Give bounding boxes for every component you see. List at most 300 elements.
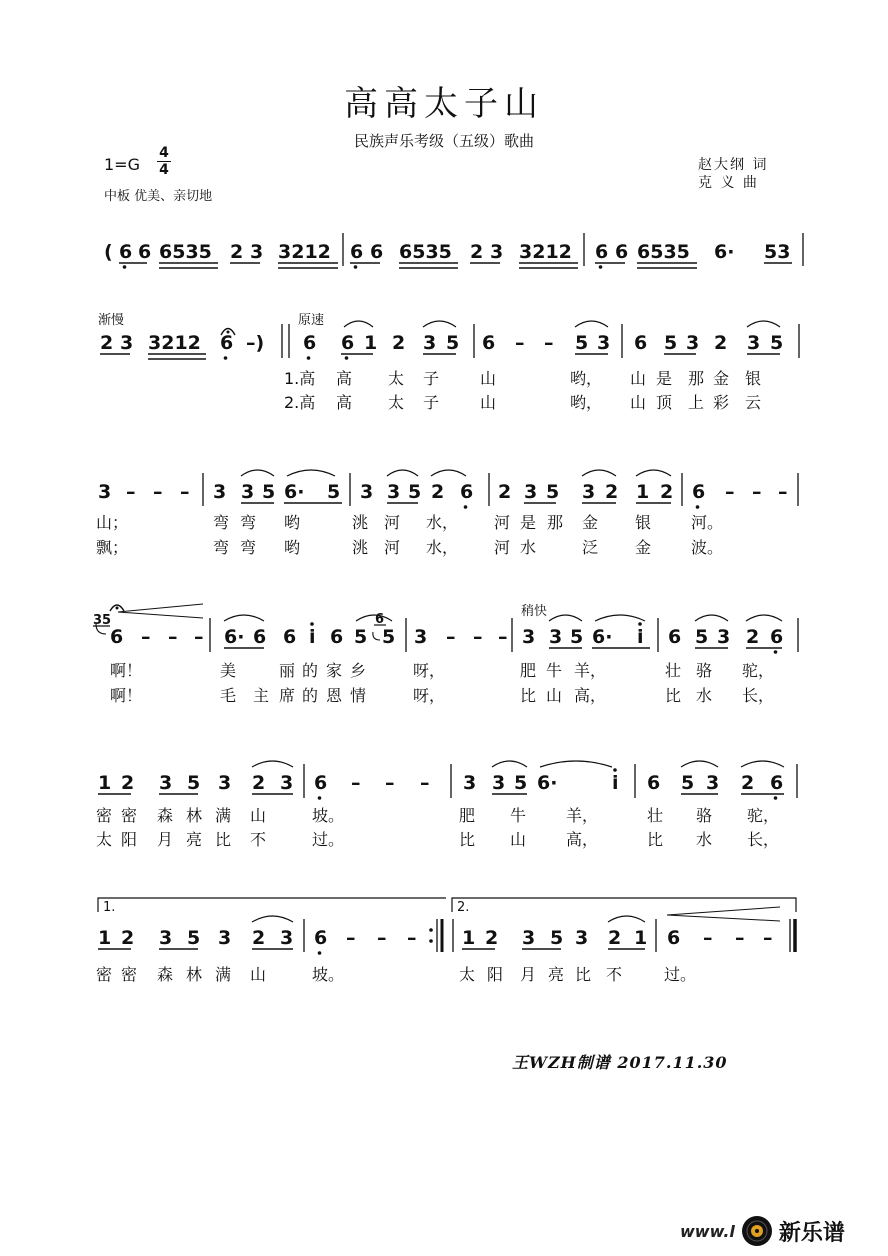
note: 6	[460, 481, 474, 503]
vinyl-record-icon	[741, 1215, 773, 1247]
lyric-syllable: 阳	[121, 830, 138, 849]
note: 5	[262, 481, 276, 503]
lyric-syllable: 肥	[520, 661, 537, 680]
low-octave-dot	[345, 356, 349, 360]
lyric-syllable: 美	[220, 661, 237, 680]
lyric-syllable: 长，	[747, 830, 780, 849]
lyric-syllable: 水	[696, 830, 713, 849]
note: 2	[660, 481, 674, 503]
note: 2	[605, 481, 619, 503]
note: 6	[303, 332, 317, 354]
lyric-syllable: 子	[423, 369, 440, 388]
low-octave-dot	[696, 505, 700, 509]
note: 1	[98, 927, 112, 949]
slur	[252, 761, 293, 767]
lyric-syllable: 席	[279, 686, 296, 705]
note: 3	[706, 772, 720, 794]
lyric-syllable: 壮	[647, 806, 664, 825]
low-octave-dot	[774, 650, 778, 654]
note: 3	[98, 481, 112, 503]
low-octave-dot	[307, 356, 311, 360]
lyric-syllable: 丽	[279, 661, 296, 680]
meter-bottom: 4	[159, 162, 169, 178]
slur	[224, 615, 264, 621]
note: 3	[492, 772, 506, 794]
lyric-syllable: 过。	[312, 830, 345, 849]
note: 2	[746, 626, 760, 648]
note: 6	[220, 332, 234, 354]
lyric-syllable: 弯	[213, 513, 230, 532]
site-watermark[interactable]	[680, 1212, 845, 1250]
note: 1	[98, 772, 112, 794]
lyric-syllable: 1.高	[284, 369, 316, 388]
note: –	[703, 927, 713, 949]
note: 6	[692, 481, 706, 503]
note: –	[446, 626, 456, 648]
note: 6	[350, 241, 364, 263]
note: 5	[382, 626, 396, 648]
note: 2	[431, 481, 445, 503]
note: –	[763, 927, 773, 949]
high-octave-dot	[638, 622, 642, 626]
fermata-dot	[116, 607, 119, 610]
note: –	[168, 626, 178, 648]
first-ending-bracket	[98, 898, 446, 912]
slur	[636, 470, 671, 476]
note: 6·	[537, 772, 558, 794]
lyric-syllable: 羊，	[566, 806, 599, 825]
lyric-syllable: 上	[688, 393, 705, 412]
note: –	[377, 927, 387, 949]
note: 5	[770, 332, 784, 354]
note: –	[153, 481, 163, 503]
note: 6	[314, 927, 328, 949]
lyric-syllable: 家	[326, 661, 343, 680]
note: 3	[490, 241, 504, 263]
note: 6	[314, 772, 328, 794]
note: 3	[360, 481, 374, 503]
note: 3	[213, 481, 227, 503]
lyric-syllable: 的	[302, 686, 319, 705]
note: 6	[138, 241, 152, 263]
note: 3	[250, 241, 264, 263]
note: –	[498, 626, 508, 648]
note: (	[104, 241, 113, 263]
note: 3	[522, 626, 536, 648]
tempo-marking: 中板 优美、亲切地	[104, 189, 213, 204]
lyric-syllable: 泛	[582, 538, 599, 557]
note: 6·	[714, 241, 735, 263]
meter-top: 4	[159, 145, 169, 161]
note: –	[126, 481, 136, 503]
lyric-syllable: 阳	[487, 965, 504, 984]
note: 6535	[159, 241, 212, 263]
note: 6	[119, 241, 133, 263]
lyric-syllable: 山	[480, 393, 497, 412]
note: 5	[446, 332, 460, 354]
note: –	[752, 481, 762, 503]
lyric-syllable: 弯	[213, 538, 230, 557]
slur	[549, 615, 582, 621]
note: 3	[549, 626, 563, 648]
original-tempo-mark: 原速	[298, 313, 325, 328]
lyric-syllable: 比	[520, 686, 537, 705]
lyric-syllable: 洮	[352, 513, 369, 532]
lyric-syllable: 比	[647, 830, 664, 849]
lyric-syllable: 牛	[510, 806, 527, 825]
low-octave-dot	[464, 505, 468, 509]
slightly-faster-mark: 稍快	[521, 604, 548, 619]
note: 5	[327, 481, 341, 503]
note: 6	[370, 241, 384, 263]
lyric-syllable: 壮	[665, 661, 682, 680]
lyric-syllable: 月	[520, 965, 537, 984]
lyric-syllable: 水	[520, 538, 537, 557]
lyric-syllable: 密	[96, 806, 113, 825]
note: 5	[570, 626, 584, 648]
note: 6535	[637, 241, 690, 263]
lyric-syllable: 山	[250, 806, 267, 825]
note: 3	[120, 332, 134, 354]
lyric-syllable: 驼，	[747, 806, 780, 825]
slur	[344, 321, 373, 327]
lyric-syllable: 河	[494, 513, 511, 532]
lyric-syllable: 牛	[546, 661, 563, 680]
note: 3	[582, 481, 596, 503]
note: 6	[595, 241, 609, 263]
lyric-syllable: 高	[336, 369, 353, 388]
note: –	[473, 626, 483, 648]
note: 6	[615, 241, 629, 263]
lyric-syllable: 比	[215, 830, 232, 849]
note: 2	[608, 927, 622, 949]
lyric-syllable: 山	[630, 393, 647, 412]
note: –	[407, 927, 417, 949]
slur	[681, 761, 718, 767]
note: 6	[283, 626, 297, 648]
note: 2	[392, 332, 406, 354]
lyric-syllable: 河	[384, 513, 401, 532]
note: 2	[121, 772, 135, 794]
note: –	[725, 481, 735, 503]
note: 6·	[592, 626, 613, 648]
lyric-syllable: 河	[494, 538, 511, 557]
lyric-syllable: 哟，	[570, 393, 603, 412]
lyric-syllable: 啊！	[110, 686, 143, 705]
lyric-syllable: 银	[745, 369, 762, 388]
note: 1	[364, 332, 378, 354]
lyric-syllable: 呀，	[413, 661, 446, 680]
note: –	[544, 332, 554, 354]
note: 3	[414, 626, 428, 648]
lyric-syllable: 坡。	[312, 965, 345, 984]
note: 6	[110, 626, 124, 648]
lyric-syllable: 比	[665, 686, 682, 705]
crescendo-hairpin-ending	[667, 907, 780, 921]
note: –	[346, 927, 356, 949]
high-octave-dot	[310, 622, 314, 626]
lyric-syllable: 比	[575, 965, 592, 984]
note: 1	[636, 481, 650, 503]
lyric-syllable: 亮	[548, 965, 565, 984]
lyric-syllable: 银	[635, 513, 652, 532]
note: 6	[770, 626, 784, 648]
crescendo-hairpin	[118, 604, 203, 618]
note: –	[180, 481, 190, 503]
lyric-syllable: 那	[688, 369, 705, 388]
note: 53	[764, 241, 791, 263]
note: 3	[387, 481, 401, 503]
note: 3	[463, 772, 477, 794]
grace-note-6: 6	[375, 612, 385, 627]
lyricist-credit: 赵大纲 词	[698, 157, 769, 173]
note: 6	[770, 772, 784, 794]
note: 3212	[519, 241, 572, 263]
lyric-syllable: 的	[302, 661, 319, 680]
slur	[287, 470, 335, 476]
lyric-syllable: 山	[630, 369, 647, 388]
note: i	[637, 626, 644, 648]
slur	[595, 615, 645, 621]
lyric-syllable: 坡。	[312, 806, 345, 825]
lyric-syllable: 金	[635, 538, 652, 557]
lyric-syllable: 骆	[696, 806, 713, 825]
lyric-syllable: 羊，	[574, 661, 607, 680]
note: 2	[498, 481, 512, 503]
note: –	[778, 481, 788, 503]
lyric-syllable: 高，	[574, 686, 607, 705]
lyric-syllable: 是	[656, 369, 673, 388]
slur	[387, 470, 418, 476]
lyric-syllable: 飘；	[96, 538, 129, 557]
grace-slur	[373, 632, 380, 640]
repeat-dot	[429, 928, 433, 932]
lyric-syllable: 山	[250, 965, 267, 984]
note: 2	[252, 772, 266, 794]
note: 3	[218, 772, 232, 794]
low-octave-dot	[599, 265, 603, 269]
lyric-syllable: 呀，	[413, 686, 446, 705]
lyric-syllable: 驼，	[742, 661, 775, 680]
lyric-syllable: 密	[121, 965, 138, 984]
note: 5	[514, 772, 528, 794]
low-octave-dot	[123, 265, 127, 269]
slur	[423, 321, 456, 327]
slur	[695, 615, 728, 621]
key-signature: 1=G	[104, 155, 140, 174]
note: 3	[280, 772, 294, 794]
note: i	[309, 626, 316, 648]
lyric-syllable: 彩	[713, 393, 730, 412]
note: 3	[597, 332, 611, 354]
note: 1	[634, 927, 648, 949]
note: 2	[741, 772, 755, 794]
note: –	[735, 927, 745, 949]
low-octave-dot	[318, 796, 322, 800]
lyric-syllable: 太	[96, 830, 113, 849]
lyric-syllable: 不	[250, 830, 267, 849]
slur	[741, 761, 784, 767]
note: –)	[246, 332, 265, 354]
lyric-syllable: 乡	[350, 661, 367, 680]
lyric-syllable: 是	[520, 513, 537, 532]
low-octave-dot	[774, 796, 778, 800]
note: 3	[575, 927, 589, 949]
engraver-signature: 王WZH制谱 2017.11.30	[512, 1053, 728, 1072]
slur	[747, 321, 780, 327]
slur	[356, 615, 392, 621]
note: 6535	[399, 241, 452, 263]
lyric-syllable: 密	[121, 806, 138, 825]
note: 5	[187, 772, 201, 794]
note: –	[194, 626, 204, 648]
lyric-syllable: 河	[384, 538, 401, 557]
slur	[431, 470, 466, 476]
note: 3212	[148, 332, 201, 354]
lyric-syllable: 林	[186, 965, 203, 984]
second-ending-label: 2.	[457, 900, 470, 915]
note: –	[420, 772, 430, 794]
watermark-site-name: 新乐谱	[778, 1220, 845, 1246]
note: 6	[634, 332, 648, 354]
note: 3	[686, 332, 700, 354]
lyric-syllable: 哟	[284, 538, 301, 557]
note: –	[351, 772, 361, 794]
note: 6	[667, 927, 681, 949]
note: 6	[647, 772, 661, 794]
lyric-syllable: 森	[157, 806, 174, 825]
lyric-syllable: 太	[459, 965, 476, 984]
lyric-syllable: 恩	[326, 686, 343, 705]
lyric-syllable: 肥	[459, 806, 476, 825]
lyric-syllable: 高，	[566, 830, 599, 849]
lyric-syllable: 毛	[220, 686, 237, 705]
lyric-syllable: 顶	[656, 393, 673, 412]
lyric-syllable: 金	[713, 369, 730, 388]
note: 5	[187, 927, 201, 949]
note: 3	[159, 927, 173, 949]
lyric-syllable: 波。	[691, 538, 724, 557]
lyric-syllable: 河。	[691, 513, 724, 532]
lyric-syllable: 高	[336, 393, 353, 412]
note: 3	[717, 626, 731, 648]
note: 1	[462, 927, 476, 949]
slur	[575, 321, 608, 327]
slur	[582, 470, 616, 476]
high-octave-dot	[613, 768, 617, 772]
score-notes-layer	[96, 233, 803, 984]
lyric-syllable: 满	[215, 806, 232, 825]
low-octave-dot	[354, 265, 358, 269]
grace-note-35: 35	[93, 613, 112, 628]
lyric-syllable: 骆	[696, 661, 713, 680]
lyric-syllable: 密	[96, 965, 113, 984]
song-subtitle: 民族声乐考级（五级）歌曲	[353, 132, 534, 150]
lyric-syllable: 那	[547, 513, 564, 532]
note: –	[141, 626, 151, 648]
note: 2	[470, 241, 484, 263]
watermark-url[interactable]: www.l	[680, 1221, 735, 1241]
note: 5	[575, 332, 589, 354]
lyric-syllable: 太	[388, 369, 405, 388]
note: 2	[485, 927, 499, 949]
note: –	[515, 332, 525, 354]
lyric-syllable: 情	[350, 686, 367, 705]
note: 5	[681, 772, 695, 794]
repeat-dot	[429, 939, 433, 943]
note: 2	[714, 332, 728, 354]
lyric-syllable: 水，	[426, 513, 459, 532]
note: 3	[522, 927, 536, 949]
lyric-syllable: 弯	[240, 513, 257, 532]
slow-down-mark: 渐慢	[98, 313, 125, 328]
note: i	[612, 772, 619, 794]
note: 2	[121, 927, 135, 949]
lyric-syllable: 云	[745, 393, 762, 412]
note: 6·	[224, 626, 245, 648]
note: 3	[747, 332, 761, 354]
lyric-syllable: 山	[510, 830, 527, 849]
slur	[608, 916, 645, 922]
lyric-syllable: 太	[388, 393, 405, 412]
note: 6	[341, 332, 355, 354]
lyric-syllable: 哟	[284, 513, 301, 532]
note: 3	[218, 927, 232, 949]
note: 5	[354, 626, 368, 648]
lyric-syllable: 哟，	[570, 369, 603, 388]
slur	[241, 470, 274, 476]
lyric-syllable: 啊！	[110, 661, 143, 680]
lyric-syllable: 森	[157, 965, 174, 984]
lyric-syllable: 水	[696, 686, 713, 705]
slur	[746, 615, 782, 621]
lyric-syllable: 金	[582, 513, 599, 532]
note: 2	[100, 332, 114, 354]
note: 5	[695, 626, 709, 648]
slur	[492, 761, 527, 767]
note: 3	[423, 332, 437, 354]
lyric-syllable: 比	[459, 830, 476, 849]
note: 6	[330, 626, 344, 648]
note: 3	[524, 481, 538, 503]
lyric-syllable: 子	[423, 393, 440, 412]
first-ending-label: 1.	[103, 900, 116, 915]
low-octave-dot	[318, 951, 322, 955]
note: 3	[159, 772, 173, 794]
lyric-syllable: 亮	[186, 830, 203, 849]
slur	[252, 916, 293, 922]
lyric-syllable: 弯	[240, 538, 257, 557]
note: 3	[280, 927, 294, 949]
lyric-syllable: 不	[606, 965, 623, 984]
note: –	[385, 772, 395, 794]
note: 5	[408, 481, 422, 503]
slur	[540, 761, 612, 767]
note: 5	[546, 481, 560, 503]
lyric-syllable: 山	[546, 686, 563, 705]
note: 2	[252, 927, 266, 949]
lyric-syllable: 山；	[96, 513, 129, 532]
note: 2	[230, 241, 244, 263]
lyric-syllable: 长，	[742, 686, 775, 705]
note: 5	[664, 332, 678, 354]
note: 3212	[278, 241, 331, 263]
lyric-syllable: 月	[157, 830, 174, 849]
composer-credit: 克 义 曲	[698, 175, 759, 191]
lyric-syllable: 2.高	[284, 393, 316, 412]
note: 5	[550, 927, 564, 949]
song-title: 高高太子山	[344, 84, 544, 124]
